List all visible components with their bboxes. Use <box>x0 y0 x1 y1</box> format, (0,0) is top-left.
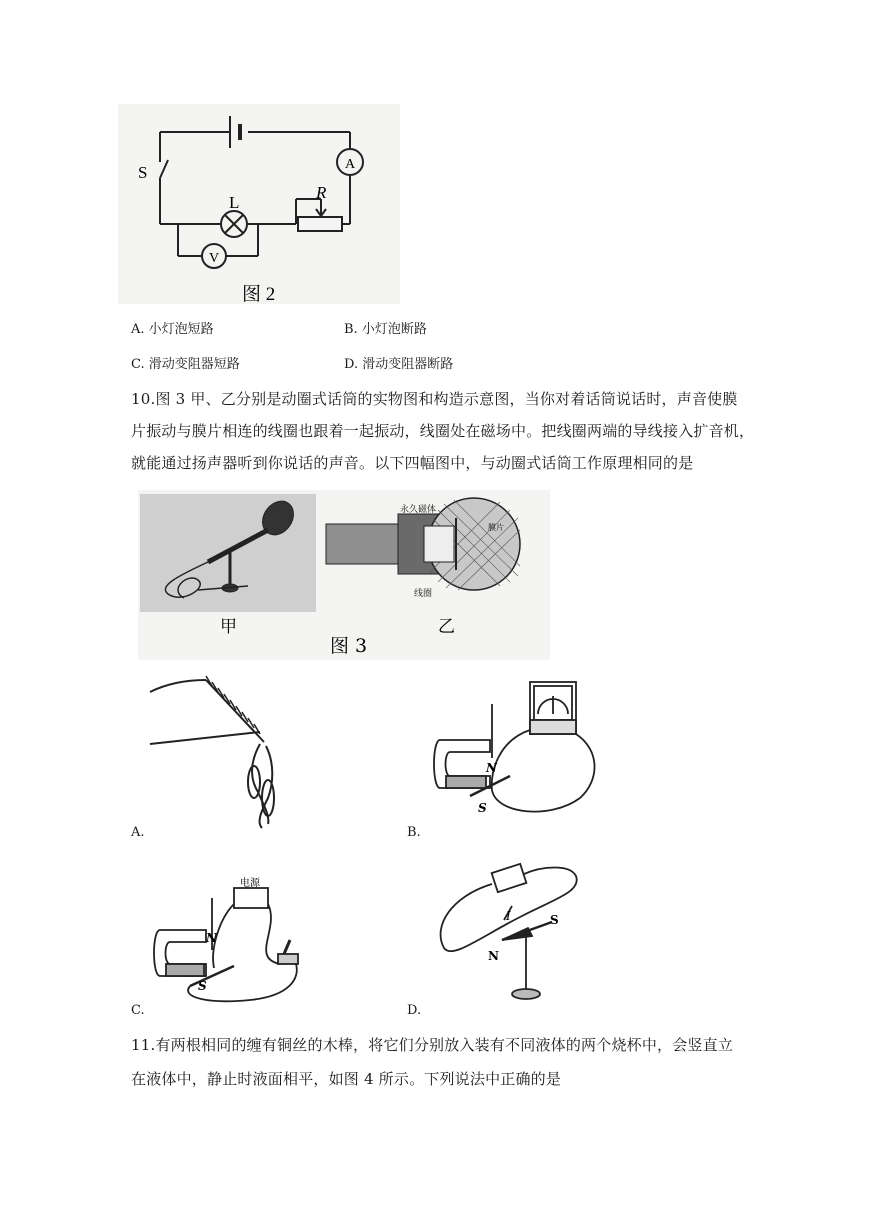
magnet-label: 永久磁体 <box>400 505 437 515</box>
ammeter-label: A <box>345 157 356 172</box>
membrane-label: 膜片 <box>488 523 504 532</box>
resistor-label: R <box>316 183 327 202</box>
motor-principle-diagram <box>150 868 320 1008</box>
switch-blade <box>160 160 168 178</box>
q11-line-2: 在液体中，静止时液面相平，如图 4 所示。下列说法中正确的是 <box>131 1070 562 1088</box>
q10-option-a-figure <box>150 672 310 832</box>
galvanometer-loop-diagram <box>430 680 620 830</box>
oersted-diagram <box>432 856 592 1006</box>
q9-option-b: B. 小灯泡断路 <box>344 322 427 337</box>
option-c-north-pole: N <box>206 931 217 945</box>
figure-3-caption: 图 3 <box>330 635 368 657</box>
option-b-south-pole: S <box>478 801 487 815</box>
option-c-power-label: 电源 <box>240 878 260 889</box>
option-d-south-pole: S <box>550 913 559 927</box>
electromagnet-diagram <box>150 672 310 832</box>
q9-option-a: A. 小灯泡短路 <box>131 322 214 337</box>
option-b-north-pole: N <box>486 761 497 775</box>
figure-2 <box>118 104 400 304</box>
q9-option-c: C. 滑动变阻器短路 <box>131 357 240 372</box>
q10-option-c-figure <box>150 868 320 1008</box>
voltmeter-label: V <box>209 251 220 266</box>
microphone-schematic <box>326 498 520 599</box>
q11-line-1: 11.有两根相同的缠有铜丝的木棒，将它们分别放入装有不同液体的两个烧杯中，会竖直立 <box>131 1036 734 1054</box>
q10-option-d-label: D. <box>407 1003 422 1018</box>
q10-line-2: 片振动与膜片相连的线圈也跟着一起振动，线圈处在磁场中。把线圈两端的导线接入扩音机， <box>131 422 755 440</box>
q10-option-b-label: B. <box>407 825 421 840</box>
resistor-symbol <box>298 217 342 231</box>
lamp-label: L <box>229 193 240 212</box>
figure-2-caption: 图 2 <box>242 284 276 305</box>
q9-option-d: D. 滑动变阻器断路 <box>344 357 454 372</box>
circuit-diagram <box>118 104 400 304</box>
figure-3-left-label: 甲 <box>220 617 237 637</box>
q10-line-1: 10.图 3 甲、乙分别是动圈式话筒的实物图和构造示意图，当你对着话筒说话时，声音使膜 <box>131 390 738 408</box>
option-d-north-pole: N <box>488 949 499 963</box>
coil-label: 线圈 <box>414 589 433 599</box>
q10-line-3: 就能通过扬声器听到你说话的声音。以下四幅图中，与动圈式话筒工作原理相同的是 <box>131 454 694 472</box>
q10-option-b-figure <box>430 680 620 830</box>
q10-option-d-figure <box>432 856 592 1006</box>
q10-option-c-label: C. <box>131 1003 145 1018</box>
figure-3-right-label: 乙 <box>438 617 455 637</box>
q10-option-a-label: A. <box>131 825 145 840</box>
figure-3 <box>138 490 550 660</box>
microphone-figure <box>138 490 550 660</box>
switch-label: S <box>138 163 148 182</box>
option-d-current-label: I <box>506 909 511 923</box>
option-c-south-pole: S <box>198 979 207 993</box>
